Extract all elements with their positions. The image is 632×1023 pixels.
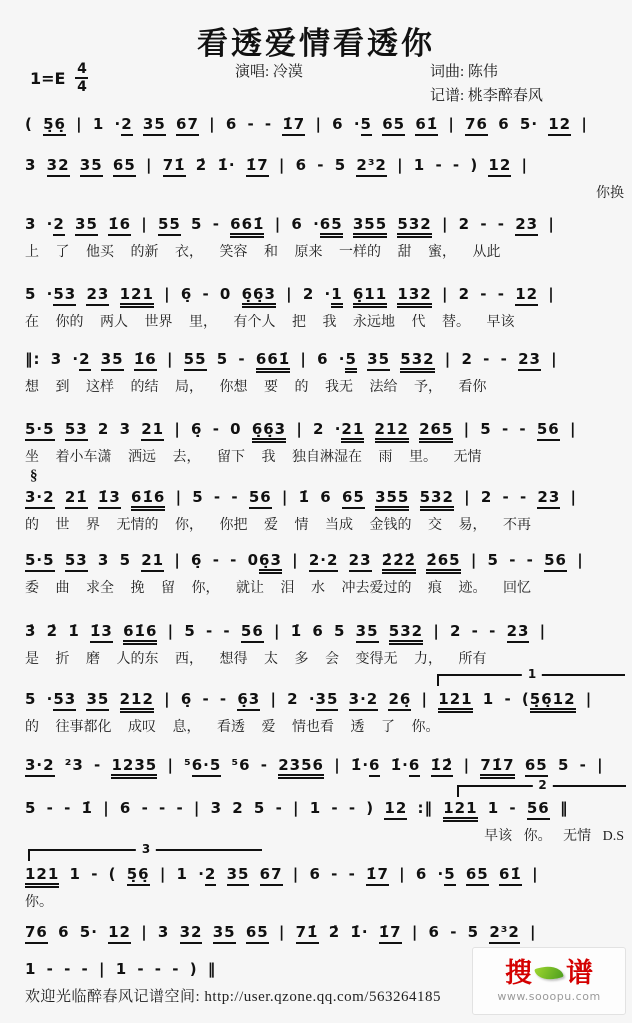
lyrics-row-2: 你换: [596, 186, 624, 202]
lyrics-row-6: 坐 着小车潇 洒远 去， 留下 我 独自淋湿在 雨 里。 无情: [25, 450, 482, 466]
lyrics-row-13: 你。: [25, 895, 53, 911]
first-ending-number: 1: [522, 667, 542, 681]
second-ending-number: 2: [532, 778, 552, 792]
music-line-2: [25, 155, 624, 202]
music-line-14: [25, 922, 624, 942]
lyrics-row-10: 的 往事都化 成叹 息， 看透 爱 情也看 透 了 你。: [25, 720, 440, 736]
notation-row-10: 5 ·53 35 212 | 6̣ - - 6̣3 | 2 ·35 3·2 26̣ | 121 1 - (5̣6̣12 |: [25, 689, 624, 709]
performer-credit: 演唱: 冷漠: [235, 64, 303, 80]
music-line-13: [25, 864, 624, 911]
logo-url: www.sooopu.com: [497, 989, 601, 1003]
logo-wordmark: [505, 957, 593, 989]
segno-icon: §: [30, 468, 38, 484]
music-line-12: [25, 798, 624, 845]
music-line-3: [25, 214, 624, 261]
notation-row-8: 5·5 53 3 5 21 | 6̣ - - 06̣3 | 2·2 23 2̇2̇2̇ 2̇65 | 5 - - 56 |: [25, 550, 624, 570]
music-line-7: [25, 487, 624, 534]
notation-row-15: 1 - - - | 1 - - - ) ‖: [25, 960, 217, 978]
first-ending-bracket: [437, 667, 625, 686]
notation-row-14: 76 6 5· 12 | 3 32 35 65 | 71̇ 2̇ 1̇· 1̇7 | 6 - 5 2³2 |: [25, 922, 624, 942]
meter-denominator: 4: [77, 79, 87, 95]
lyrics-row-4: 在 你的 两人 世界 里， 有个人 把 我 永远地 代 替。 早该: [25, 315, 515, 331]
notation-row-1: ( 5̣6̣ | 1 ·2 35 67 | 6 - - 1̇7 | 6 ·5 65 61̇ | 76 6 5· 12 |: [25, 114, 624, 134]
time-signature: [75, 62, 88, 94]
lyrics-row-3: 上 了 他买 的新 衣， 笑容 和 原来 一样的 甜 蜜， 从此: [25, 245, 501, 261]
lyrics-row-12: 早该 你。 无情 D.S: [484, 829, 624, 845]
song-title: 看透爱情看透你: [197, 26, 435, 62]
notation-row-4: 5 ·53 23 121 | 6̣ - 0 6̣6̣3 | 2 ·1 6̣11 132 | 2 - - 12 |: [25, 284, 624, 304]
notation-row-9: 3̇ 2̇ 1̇ 1̇3 61̇6 | 5 - - 56 | 1̇ 6 5 35 532 | 2 - - 23 |: [25, 621, 624, 641]
music-line-5: [25, 349, 624, 396]
sooopu-logo[interactable]: [472, 947, 626, 1015]
lyrics-row-9: 是 折 磨 人的东 西， 想得 太 多 会 变得无 力， 所有: [25, 652, 487, 668]
music-line-4: [25, 284, 624, 331]
lyrics-row-7: 的 世 界 无情的 你， 你把 爱 情 当成 金钱的 交 易， 不再: [25, 518, 531, 534]
notator-credit: 记谱: 桃李醉春风: [430, 88, 543, 104]
notation-row-5: ‖: 3 ·2 35 1̇6 | 55 5 - 661̇ | 6 ·5 35 532 | 2 - - 23 |: [25, 349, 624, 369]
notation-row-6: 5·5 53 2 3 21 | 6̣ - 0 6̣6̣3 | 2 ·21 212 265 | 5 - - 56 |: [25, 419, 624, 439]
logo-char-left: 搜: [505, 957, 532, 989]
lyrics-row-8: 委 曲 求全 挽 留 你， 就让 泪 水 冲去爱过的 痕 迹。 回忆: [25, 581, 531, 597]
notation-row-11: 3·2 ²3 - 1235 | ⁵6·5 ⁵6 - 2356 | 1̇·6 1̇·6 1̇2̇ | 71̇7 65 5 - |: [25, 755, 624, 775]
key-label: 1=E: [30, 68, 66, 88]
footer-note: 欢迎光临醉春风记谱空间: http://user.qzone.qq.com/563264185: [25, 989, 441, 1005]
lyrics-row-5: 想 到 这样 的结 局， 你想 要 的 我无 法给 予， 看你: [25, 380, 487, 396]
music-line-11: [25, 755, 624, 775]
music-line-9: [25, 621, 624, 668]
third-ending-number: 3: [136, 842, 156, 856]
key-signature: [30, 62, 88, 94]
music-line-8: [25, 550, 624, 597]
music-line-6: [25, 419, 624, 466]
notation-row-7: 3·2 21̇ 1̇3 61̇6 | 5 - - 56 | 1̇ 6 65 355 532 | 2 - - 23 |: [25, 487, 624, 507]
notation-row-13: 121 1 - ( 5̣6̣ | 1 ·2 35 67 | 6 - - 1̇7 | 6 ·5 65 61̇ |: [25, 864, 624, 884]
music-line-1: [25, 114, 624, 134]
notation-row-12: 5 - - 1̇ | 6 - - - | 3 2 5 - | 1 - - ) 12 :‖ 121 1 - 56 ‖: [25, 798, 624, 818]
composer-credit: 词曲: 陈伟: [430, 64, 498, 80]
music-line-10: [25, 689, 624, 736]
leaf-icon: [534, 961, 564, 984]
meter-numerator: 4: [77, 61, 87, 77]
third-ending-bracket: [28, 842, 262, 861]
notation-row-2: 3 32 35 65 | 71̇ 2̇ 1̇· 1̇7 | 6 - 5 2³2 | 1 - - ) 12 |: [25, 155, 624, 175]
second-ending-bracket: [457, 778, 626, 797]
notation-row-3: 3 ·2 35 1̇6 | 55 5 - 661̇ | 6 ·65 355 532 | 2 - - 23 |: [25, 214, 624, 234]
logo-char-right: 谱: [566, 957, 593, 989]
